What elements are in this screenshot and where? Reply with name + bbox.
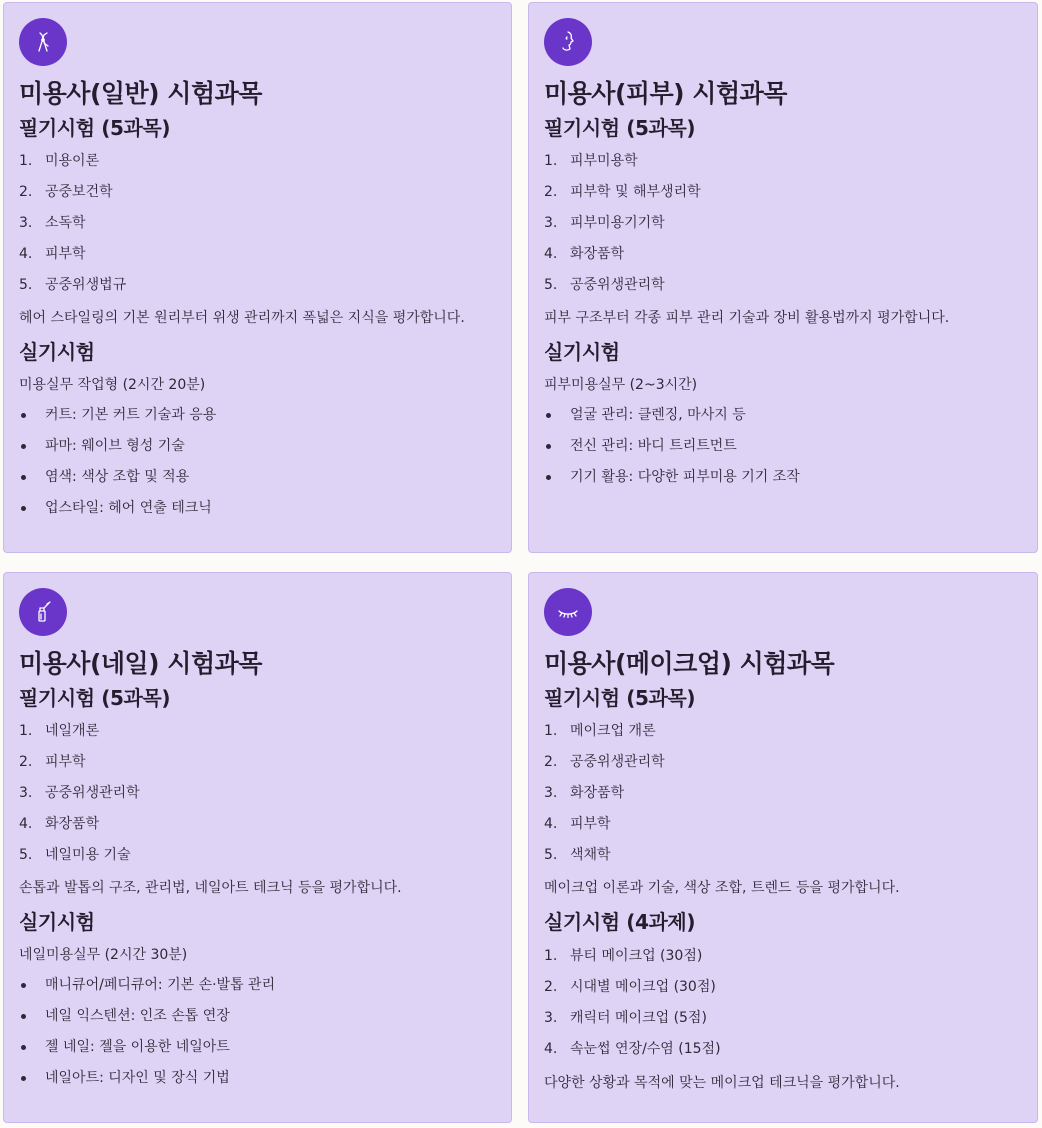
list-item: 2. 피부학 및 해부생리학 (544, 184, 701, 200)
eyelash-icon (544, 588, 592, 636)
written-exam-heading: 필기시험 (5과목) (19, 686, 171, 710)
nail-polish-icon (19, 588, 67, 636)
card-title: 미용사(일반) 시험과목 (19, 79, 262, 108)
list-item: 젤 네일: 젤을 이용한 네일아트 (19, 1032, 495, 1063)
practical-exam-description: 피부미용실무 (2~3시간) (544, 377, 698, 393)
list-item: 매니큐어/페디큐어: 기본 손·발톱 관리 (19, 970, 495, 1001)
practical-exam-description: 미용실무 작업형 (2시간 20분) (19, 377, 206, 393)
card-title: 미용사(피부) 시험과목 (544, 79, 787, 108)
list-item: 4. 화장품학 (544, 246, 625, 262)
written-exam-heading: 필기시험 (5과목) (544, 116, 696, 140)
practical-exam-heading: 실기시험 (19, 340, 95, 364)
written-exam-description: 헤어 스타일링의 기본 원리부터 위생 관리까지 폭넓은 지식을 평가합니다. (19, 310, 465, 326)
list-item: 3. 피부미용기기학 (544, 215, 665, 231)
written-subject-list (544, 146, 1021, 301)
list-item: 2. 공중보건학 (19, 184, 113, 200)
list-item: 3. 공중위생관리학 (19, 785, 140, 801)
list-item: 2. 공중위생관리학 (544, 754, 665, 770)
list-item: 4. 피부학 (544, 816, 611, 832)
list-item: 1. 피부미용학 (544, 153, 638, 169)
list-item: 2. 피부학 (19, 754, 86, 770)
list-item: 4. 피부학 (19, 246, 86, 262)
list-item: 5. 네일미용 기술 (19, 847, 131, 863)
practical-task-list (19, 400, 495, 524)
practical-task-list (19, 970, 495, 1094)
list-item: 염색: 색상 조합 및 적용 (19, 462, 495, 493)
card-title: 미용사(메이크업) 시험과목 (544, 649, 835, 678)
exam-card-nail (3, 572, 512, 1123)
practical-exam-description: 네일미용실무 (2시간 30분) (19, 947, 188, 963)
list-item: 5. 공중위생법규 (19, 277, 127, 293)
practical-task-list (544, 941, 1021, 1065)
practical-exam-heading: 실기시험 (19, 910, 95, 934)
list-item: 1. 미용이론 (19, 153, 100, 169)
list-item: 1. 메이크업 개론 (544, 723, 656, 739)
written-subject-list (544, 716, 1021, 871)
written-subject-list (19, 146, 495, 301)
written-exam-description: 피부 구조부터 각종 피부 관리 기술과 장비 활용법까지 평가합니다. (544, 310, 950, 326)
list-item: 1. 뷰티 메이크업 (30점) (544, 948, 703, 964)
practical-exam-heading: 실기시험 (544, 340, 620, 364)
exam-card-skin (528, 2, 1038, 553)
written-exam-heading: 필기시험 (5과목) (19, 116, 171, 140)
list-item: 커트: 기본 커트 기술과 응용 (19, 400, 495, 431)
list-item: 얼굴 관리: 클렌징, 마사지 등 (544, 400, 1021, 431)
list-item: 5. 공중위생관리학 (544, 277, 665, 293)
list-item: 3. 소독학 (19, 215, 86, 231)
practical-exam-note: 다양한 상황과 목적에 맞는 메이크업 테크닉을 평가합니다. (544, 1075, 900, 1091)
list-item: 1. 네일개론 (19, 723, 100, 739)
list-item: 업스타일: 헤어 연출 테크닉 (19, 493, 495, 524)
list-item: 2. 시대별 메이크업 (30점) (544, 979, 716, 995)
list-item: 전신 관리: 바디 트리트먼트 (544, 431, 1021, 462)
written-subject-list (19, 716, 495, 871)
practical-exam-heading: 실기시험 (4과제) (544, 910, 696, 934)
face-profile-icon (544, 18, 592, 66)
written-exam-heading: 필기시험 (5과목) (544, 686, 696, 710)
list-item: 네일아트: 디자인 및 장식 기법 (19, 1063, 495, 1094)
list-item: 4. 화장품학 (19, 816, 100, 832)
list-item: 기기 활용: 다양한 피부미용 기기 조작 (544, 462, 1021, 493)
list-item: 3. 화장품학 (544, 785, 625, 801)
list-item: 3. 캐릭터 메이크업 (5점) (544, 1010, 707, 1026)
scissors-icon (19, 18, 67, 66)
practical-task-list (544, 400, 1021, 493)
list-item: 파마: 웨이브 형성 기술 (19, 431, 495, 462)
list-item: 5. 색채학 (544, 847, 611, 863)
exam-card-general (3, 2, 512, 553)
card-title: 미용사(네일) 시험과목 (19, 649, 262, 678)
written-exam-description: 손톱과 발톱의 구조, 관리법, 네일아트 테크닉 등을 평가합니다. (19, 880, 402, 896)
written-exam-description: 메이크업 이론과 기술, 색상 조합, 트렌드 등을 평가합니다. (544, 880, 900, 896)
list-item: 4. 속눈썹 연장/수염 (15점) (544, 1041, 721, 1057)
exam-card-makeup (528, 572, 1038, 1123)
list-item: 네일 익스텐션: 인조 손톱 연장 (19, 1001, 495, 1032)
